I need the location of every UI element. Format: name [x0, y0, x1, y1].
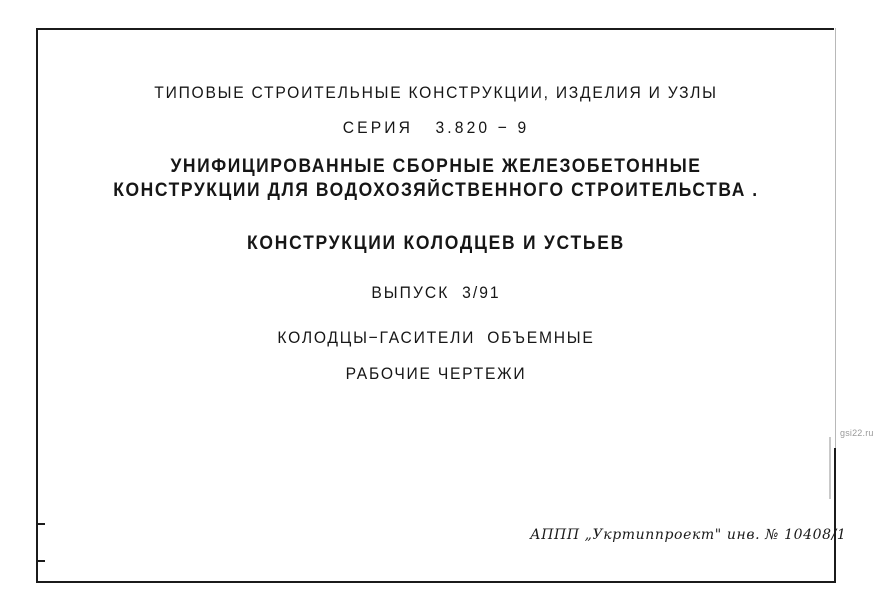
site-watermark: gsi22.ru — [840, 428, 874, 438]
institute-inventory-line: АППП „Укртиппроект" инв. № 10408/1 — [530, 527, 847, 543]
sheet-edge-tick-lower — [36, 560, 45, 562]
drawing-sheet-frame — [36, 28, 847, 583]
issue-number: ВЫПУСК 3/91 — [371, 283, 501, 302]
series-title: ТИПОВЫЕ СТРОИТЕЛЬНЫЕ КОНСТРУКЦИИ, ИЗДЕЛИЯ И УЗЛЫ — [154, 83, 718, 102]
document-kind: РАБОЧИЕ ЧЕРТЕЖИ — [345, 364, 527, 383]
unified-structures-line-1: УНИФИЦИРОВАННЫЕ СБОРНЫЕ ЖЕЛЕЗОБЕТОННЫЕ — [170, 156, 702, 177]
subject-title: КОЛОДЦЫ−ГАСИТЕЛИ ОБЪЕМНЫЕ — [277, 328, 595, 347]
series-number: СЕРИЯ 3.820 − 9 — [342, 118, 530, 137]
section-title: КОНСТРУКЦИИ КОЛОДЦЕВ И УСТЬЕВ — [246, 233, 626, 254]
sheet-edge-tick-upper — [36, 523, 45, 525]
unified-structures-line-2: КОНСТРУКЦИИ ДЛЯ ВОДОХОЗЯЙСТВЕННОГО СТРОИТЕЛЬСТВА . — [113, 180, 759, 201]
sheet-edge-tick-right — [829, 437, 831, 499]
